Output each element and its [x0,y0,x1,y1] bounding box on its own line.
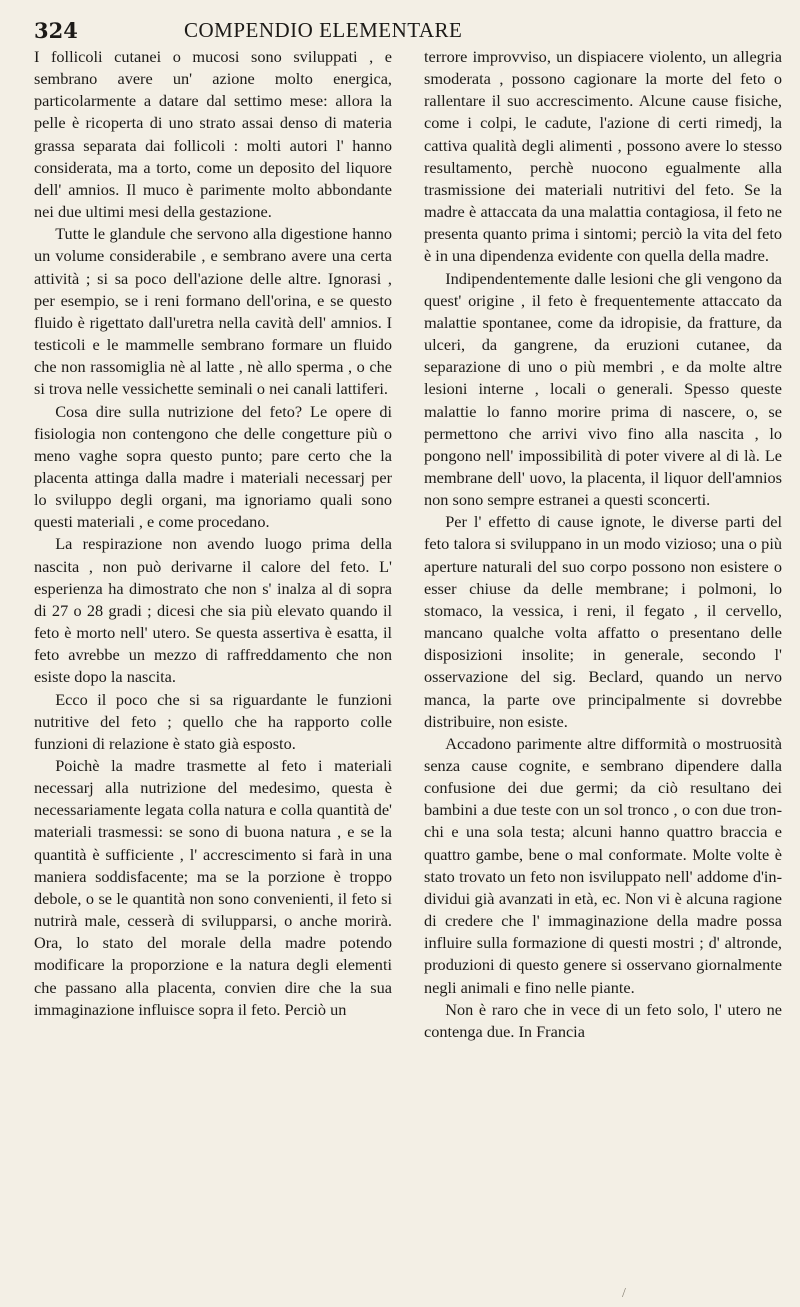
page-number: 324 [34,18,78,43]
paragraph: Ecco il poco che si sa riguardante le funzioni nutritive del feto ; quello che ha rapporto colle funzioni di relazione è stato già esposto. [34,689,392,753]
stray-mark: / [622,1286,626,1301]
page-header [34,14,782,44]
paragraph: Non è raro che in vece di un feto solo, l' utero ne contenga due. In Francia [424,999,782,1041]
paragraph: terrore improvviso, un dispiacere violento, un allegria smoderata , possono cagionare la morte del feto o rallentare il suo accrescimento. Alcune cause fisiche, come i colpi, le cadute, l'azione di certi rimedj, la cattiva qualità degli alimenti , possono avere lo stesso resultamento, perchè nuocono egualmente alla trasmissione dei materiali nutritivi del feto. Se la madre è attaccata da una malattia contagiosa, il feto ne presenta quanto prima i sintomi; perciò la vita del feto è in una dipendenza evidente con quella della madre. [424,47,782,266]
right-column [424,46,782,1043]
paragraph: Accadono parimente altre difformità o mostruosità senza cause cognite, e sembrano dipendere dalla confusione dei due germi; da ciò resultano dei bambini a due teste con un sol tronco , o con due tronchi e una sola testa; alcuni hanno quattro braccia e quattro gambe, bene o mal conformate. Molte volte è stato trovato un feto non isviluppato nell' addome d'individui già avanzati in età, ec. Non vi è alcuna ragione di credere che l' immaginazione della madre possa influire sulla formazione di questi mostri ; d' altronde, produzioni di questo genere si osservano giornalmente negli animali e fino nelle piante. [424,733,782,997]
text-columns [34,46,782,1043]
paragraph: Poichè la madre trasmette al feto i materiali necessarj alla nutrizione del medesimo, questa è necessariamente legata colla natura e colla quantità de' materiali trasmessi: se sono di buona natura , e se la quantità è sufficiente , l' accrescimento si farà in una maniera soddisfacente; ma se la porzione è troppo debole, o se le quantità non sono convenienti, il feto si nutrirà male, cesserà di svilupparsi, o anche morirà. Ora, lo stato del morale della madre potendo modificare la proporzione e la natura degli elementi che passano alla placenta, convien dire che la sua immaginazione influisce sopra il feto. Perciò un [34,756,392,1019]
paragraph: I follicoli cutanei o mucosi sono sviluppati , e sembrano avere un' azione molto energica, particolarmente a datare dal settimo mese: allora la pelle è ricoperta di uno strato assai denso di materia grassa separata dai follicoli : molti autori l' hanno considerata, ma a torto, come un deposito del liquore dell' amnios. Il muco è parimente molto abbondante nei due ultimi mesi della gestazione. [34,47,392,222]
left-column [34,46,392,1043]
running-title: COMPENDIO ELEMENTARE [184,18,463,42]
paragraph: Cosa dire sulla nutrizione del feto? Le opere di fisiologia non contengono che delle congetture più o meno vaghe sopra questo punto; pare certo che la placenta attinga dalla madre i materiali necessarj per lo sviluppo degli organi, ma ignoriamo quali sono questi materiali , e come procedano. [34,401,392,532]
paragraph: La respirazione non avendo luogo prima della nascita , non può derivarne il calore del feto. L' esperienza ha dimostrato che non s' inalza al di sopra di 27 o 28 gradi ; dicesi che sia più elevato quando il feto è morto nell' utero. Se questa assertiva è esatta, il feto avrebbe un mezzo di raffreddamento che non esiste dopo la nascita. [34,534,392,687]
paragraph: Indipendentemente dalle lesioni che gli vengono da quest' origine , il feto è frequentemente attaccato da malattie spontanee, come da idropisie, da fratture, da ulceri, da gangrene, da eruzioni cutanee, da separazione di uno o più membri , e da molte altre lesioni interne , locali o generali. Spesso queste malattie lo fanno morire prima di nascere, o, se permettono che arrivi vivo fino alla nascita , lo pongono nell' impossibilità di poter vivere al di là. Le membrane dell' uovo, la placenta, il liquor dell'amnios non sono sempre estranei a questi sconcerti. [424,268,782,510]
paragraph: Tutte le glandule che servono alla digestione hanno un volume considerabile , e sembrano avere una certa attività ; si sa poco dell'azione delle altre. Ignorasi , per esempio, se i reni formano dell'orina, e se questo fluido è rigettato dall'uretra nella cavità dell' amnios. I testicoli e le mammelle sembrano formare un fluido che non rassomiglia nè al latte , nè allo sperma , o che si trova nelle vessichette seminali o nei canali lattiferi. [34,224,392,399]
paragraph: Per l' effetto di cause ignote, le diverse parti del feto talora si sviluppano in un modo vizioso; una o più aperture naturali del suo corpo possono non esistere o esser chiuse da delle membrane; i polmoni, lo stomaco, la vessica, i reni, il fegato , il cervello, mancano qualche volta affatto o presentano delle disposizioni insolite; in generale, secondo l' osservazione del sig. Beclard, quando un nervo manca, la parte ove principalmente si dovrebbe distribuire, non esiste. [424,512,782,731]
